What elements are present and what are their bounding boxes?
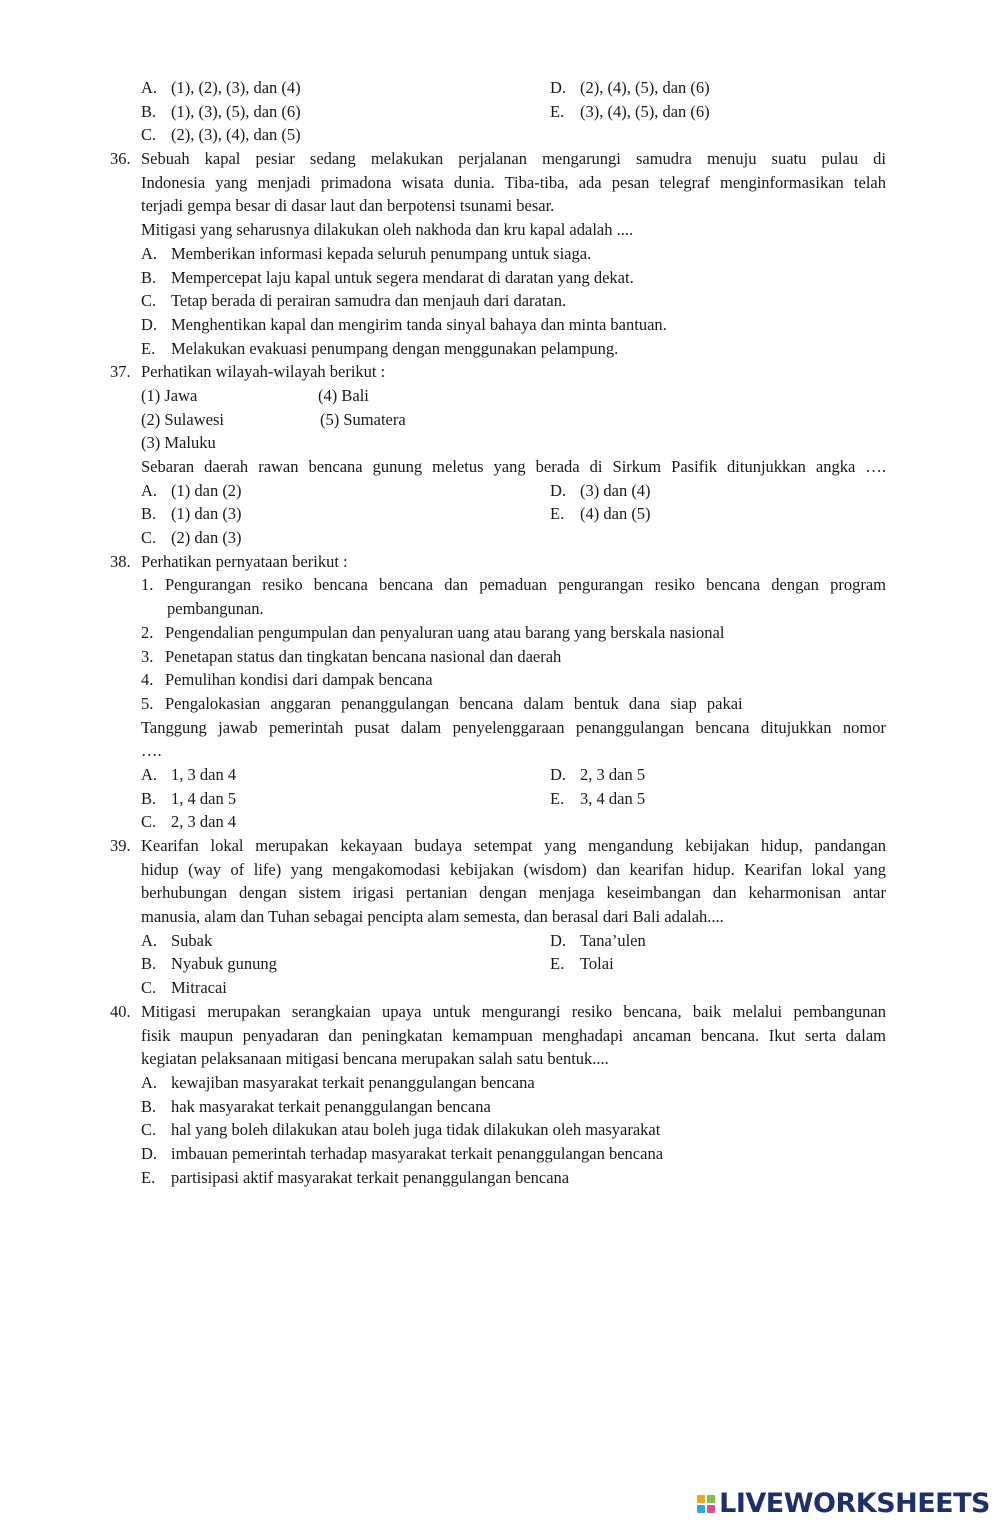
q36-option-a[interactable]: A. Memberikan informasi kepada seluruh penumpang untuk siaga. bbox=[141, 243, 592, 263]
q37-question: Sebaran daerah rawan bencana gunung meletus yang berada di Sirkum Pasifik ditunjukkan angka …. bbox=[141, 457, 886, 476]
q36-question: Mitigasi yang seharusnya dilakukan oleh nakhoda dan kru kapal adalah .... bbox=[141, 220, 634, 240]
q38-number: 38. bbox=[110, 551, 131, 571]
region-item: (2) Sulawesi bbox=[141, 409, 224, 429]
q38-statement-4: 4. Pemulihan kondisi dari dampak bencana bbox=[141, 670, 433, 690]
q38-option-a[interactable]: A. 1, 3 dan 4 bbox=[141, 764, 237, 784]
q36-option-c[interactable]: C. Tetap berada di perairan samudra dan menjauh dari daratan. bbox=[141, 291, 567, 311]
logo-text: LIVEWORKSHEETS bbox=[719, 1488, 990, 1520]
q39-option-d[interactable]: D. Tana’ulen bbox=[550, 930, 646, 950]
q38-option-row bbox=[0, 763, 1000, 787]
q40-option-c[interactable]: C. hal yang boleh dilakukan atau boleh juga tidak dilakukan oleh masyarakat bbox=[141, 1120, 661, 1140]
logo-square bbox=[697, 1495, 705, 1503]
q39-stem-line: 39. Kearifan lokal merupakan kekayaan budaya setempat yang mengandung kebijakan hidup, pandangan bbox=[0, 834, 1000, 858]
q38-option-row bbox=[0, 787, 1000, 811]
q36-number: 36. bbox=[110, 149, 131, 169]
q37-option-row bbox=[0, 502, 1000, 526]
q38-option-row bbox=[0, 810, 1000, 834]
q40-stem-line: 40. Mitigasi merupakan serangkaian upaya untuk mengurangi resiko bencana, baik melalui pembangunan bbox=[0, 1000, 1000, 1024]
q37-region-row bbox=[0, 408, 1000, 432]
q38-option-d[interactable]: D. 2, 3 dan 5 bbox=[550, 764, 646, 784]
q39-option-row bbox=[0, 952, 1000, 976]
q35-option-a[interactable]: A. (1), (2), (3), dan (4) bbox=[141, 78, 301, 97]
q38-statement-5: 5. Pengalokasian anggaran penanggulangan bencana dalam bentuk dana siap pakai bbox=[141, 693, 743, 713]
q37-region-row bbox=[0, 431, 1000, 455]
q37-region-row bbox=[0, 384, 1000, 408]
q35-option-row bbox=[0, 76, 1000, 100]
q36-option-e[interactable]: E. Melakukan evakuasi penumpang dengan menggunakan pelampung. bbox=[141, 338, 619, 358]
q37-number: 37. bbox=[110, 362, 131, 382]
q36-option-b[interactable]: B. Mempercepat laju kapal untuk segera mendarat di daratan yang dekat. bbox=[141, 267, 634, 287]
q37-intro: 37. Perhatikan wilayah-wilayah berikut : bbox=[0, 360, 1000, 384]
q40-option-e[interactable]: E. partisipasi aktif masyarakat terkait penanggulangan bencana bbox=[141, 1167, 570, 1187]
q37-option-c[interactable]: C. (2) dan (3) bbox=[141, 528, 242, 548]
region-item: (1) Jawa bbox=[141, 385, 198, 405]
q38-statement-1: 1. Pengurangan resiko bencana bencana dan pemaduan pengurangan resiko bencana dengan program bbox=[141, 575, 886, 595]
q38-question-cont: …. bbox=[141, 741, 162, 761]
q39-option-c[interactable]: C. Mitracai bbox=[141, 978, 227, 998]
q37-option-a[interactable]: A. (1) dan (2) bbox=[141, 480, 242, 500]
q35-option-row bbox=[0, 100, 1000, 124]
q38-option-e[interactable]: E. 3, 4 dan 5 bbox=[550, 788, 646, 808]
q38-statement-2: 2. Pengendalian pengumpulan dan penyaluran uang atau barang yang berskala nasional bbox=[141, 622, 725, 642]
q37-option-d[interactable]: D. (3) dan (4) bbox=[550, 480, 651, 500]
q35-option-d[interactable]: D. (2), (4), (5), dan (6) bbox=[550, 78, 710, 97]
q35-option-row bbox=[0, 123, 1000, 147]
q38-statement-1-cont: pembangunan. bbox=[167, 599, 264, 619]
q39-option-row bbox=[0, 976, 1000, 1000]
region-item: (4) Bali bbox=[318, 385, 369, 405]
q39-stem-line: hidup (way of life) yang mengakomodasi kebijakan (wisdom) dan kearifan hidup. Kearifan lokal yang bbox=[141, 859, 886, 879]
q39-option-b[interactable]: B. Nyabuk gunung bbox=[141, 954, 277, 974]
q37-option-e[interactable]: E. (4) dan (5) bbox=[550, 504, 651, 524]
worksheet-page bbox=[0, 76, 1000, 1189]
q39-number: 39. bbox=[110, 836, 131, 855]
q40-number: 40. bbox=[110, 1001, 131, 1021]
q39-option-e[interactable]: E. Tolai bbox=[550, 954, 614, 974]
q39-stem-line: manusia, alam dan Tuhan sebagai pencipta alam semesta, dan berasal dari Bali adalah.... bbox=[141, 907, 724, 927]
q40-option-b[interactable]: B. hak masyarakat terkait penanggulangan bencana bbox=[141, 1096, 491, 1116]
q38-option-b[interactable]: B. 1, 4 dan 5 bbox=[141, 788, 237, 808]
q38-question: Tanggung jawab pemerintah pusat dalam penyelenggaraan penanggulangan bencana ditujukkan nomor bbox=[141, 717, 886, 737]
q37-option-row bbox=[0, 526, 1000, 550]
q39-option-row bbox=[0, 929, 1000, 953]
q36-stem-line: Indonesia yang menjadi primadona wisata dunia. Tiba-tiba, ada pesan telegraf menginformasikan telah bbox=[141, 172, 886, 192]
q35-option-e[interactable]: E. (3), (4), (5), dan (6) bbox=[550, 101, 710, 121]
q36-stem-line: terjadi gempa besar di dasar laut dan berpotensi tsunami besar. bbox=[141, 196, 555, 216]
q40-stem-line: fisik maupun penyadaran dan peningkatan kemampuan menghadapi ancaman bencana. Ikut serta dalam bbox=[141, 1025, 886, 1045]
liveworksheets-logo-icon bbox=[697, 1495, 715, 1513]
q36-option-d[interactable]: D. Menghentikan kapal dan mengirim tanda sinyal bahaya dan minta bantuan. bbox=[141, 314, 667, 334]
q37-option-b[interactable]: B. (1) dan (3) bbox=[141, 504, 242, 524]
q35-option-b[interactable]: B. (1), (3), (5), dan (6) bbox=[141, 101, 301, 121]
q39-stem-line: berhubungan dengan sistem irigasi pertanian dengan menjaga keseimbangan dan keharmonisan antar bbox=[141, 883, 886, 903]
logo-square bbox=[697, 1505, 705, 1513]
liveworksheets-logo[interactable] bbox=[697, 1489, 990, 1519]
q39-option-a[interactable]: A. Subak bbox=[141, 930, 213, 950]
region-item: (5) Sumatera bbox=[320, 409, 406, 429]
q38-statement-3: 3. Penetapan status dan tingkatan bencana nasional dan daerah bbox=[141, 646, 562, 666]
q35-option-c[interactable]: C. (2), (3), (4), dan (5) bbox=[141, 125, 301, 145]
q40-option-a[interactable]: A. kewajiban masyarakat terkait penanggulangan bencana bbox=[141, 1072, 535, 1092]
q38-intro: 38. Perhatikan pernyataan berikut : bbox=[0, 550, 1000, 574]
region-item: (3) Maluku bbox=[141, 433, 216, 453]
logo-square bbox=[707, 1495, 715, 1503]
logo-square bbox=[707, 1505, 715, 1513]
q40-stem-line: kegiatan pelaksanaan mitigasi bencana merupakan salah satu bentuk.... bbox=[141, 1049, 609, 1069]
q37-option-row bbox=[0, 479, 1000, 503]
q40-option-d[interactable]: D. imbauan pemerintah terhadap masyarakat terkait penanggulangan bencana bbox=[141, 1143, 664, 1163]
q36-stem-line: 36. Sebuah kapal pesiar sedang melakukan perjalanan mengarungi samudra menuju suatu pulau di bbox=[0, 147, 1000, 171]
q38-option-c[interactable]: C. 2, 3 dan 4 bbox=[141, 812, 237, 832]
